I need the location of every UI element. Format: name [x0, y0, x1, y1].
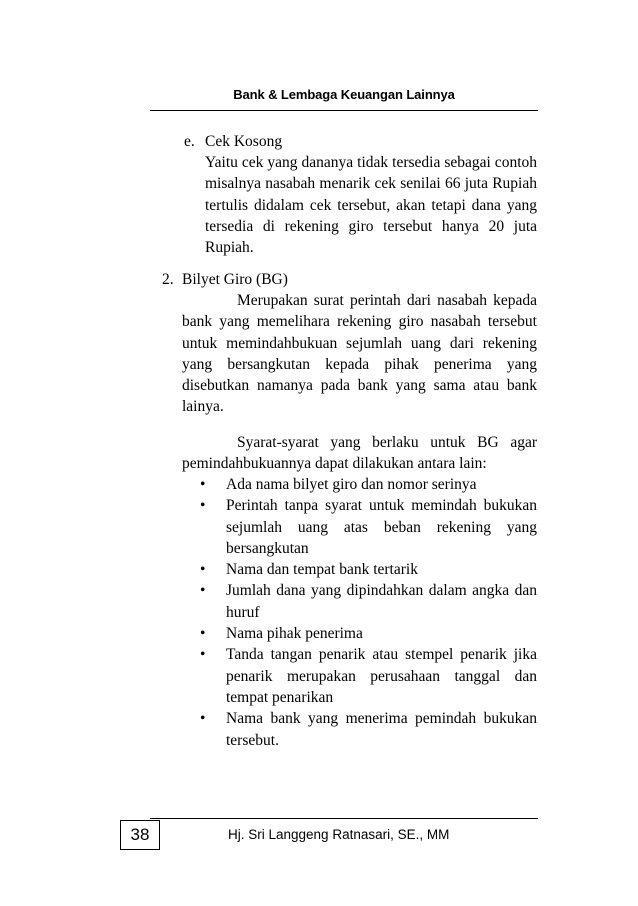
list-item: [182, 559, 537, 580]
list-item-text: Nama bank yang menerima pemindah bukukan tersebut.: [226, 710, 537, 749]
item-e-body: Yaitu cek yang dananya tidak tersedia sebagai contoh misalnya nasabah menarik cek senilai 66 juta Rupiah tertulis didalam cek tersebut, akan tetapi dana yang tersedia di rekening giro tersebut hanya 20 juta Rupiah.: [205, 154, 537, 257]
list-item-text: Jumlah dana yang dipindahkan dalam angka dan huruf: [226, 582, 537, 621]
list-item-text: Tanda tangan penarik atau stempel penarik jika penarik merupakan perusahaan tanggal dan tempat penarikan: [226, 646, 537, 706]
bullet-icon: •: [200, 497, 206, 515]
item-2-title: Bilyet Giro (BG): [182, 271, 288, 288]
bullet-icon: •: [200, 625, 206, 643]
item-2-paragraph-2-text: Syarat-syarat yang berlaku untuk BG agar pemindahbukuannya dapat dilakukan antara lain:: [182, 434, 537, 473]
page-number: 38: [120, 820, 160, 850]
requirements-list: [182, 474, 537, 751]
list-item: [182, 644, 537, 708]
item-2-paragraph-1: [182, 290, 537, 418]
list-item: [182, 708, 537, 751]
list-item-text: Perintah tanpa syarat untuk memindah bukukan sejumlah uang atas beban rekening yang bersangkutan: [226, 497, 537, 557]
list-item: [182, 623, 537, 644]
footer-rule: [150, 818, 538, 819]
bullet-icon: •: [200, 646, 206, 664]
bullet-icon: •: [200, 582, 206, 600]
list-item-text: Nama pihak penerima: [226, 625, 363, 643]
bullet-icon: •: [200, 561, 206, 579]
running-footer-author: Hj. Sri Langgeng Ratnasari, SE., MM: [228, 827, 450, 842]
bullet-icon: •: [200, 476, 206, 493]
item-2-paragraph-2: [182, 432, 537, 475]
item-2-marker: 2.: [162, 271, 174, 288]
bullet-icon: •: [200, 710, 206, 728]
header-rule: [150, 110, 538, 111]
running-header: Bank & Lembaga Keuangan Lainnya: [233, 87, 455, 102]
list-item-text: Nama dan tempat bank tertarik: [226, 561, 418, 579]
list-item: [182, 474, 537, 495]
item-e-title: Cek Kosong: [205, 133, 283, 150]
list-item: [182, 580, 537, 623]
item-2-paragraph-1-text: Merupakan surat perintah dari nasabah kepada bank yang memelihara rekening giro nasabah tersebut untuk memindahbukuan sejumlah uang dari rekening yang bersangkutan kepada pihak penerima yang disebutkan namanya pada bank yang sama atau bank lainya.: [182, 292, 537, 416]
item-e-marker: e.: [184, 133, 195, 150]
list-item-text: Ada nama bilyet giro dan nomor serinya: [226, 476, 477, 493]
list-item: [182, 495, 537, 559]
